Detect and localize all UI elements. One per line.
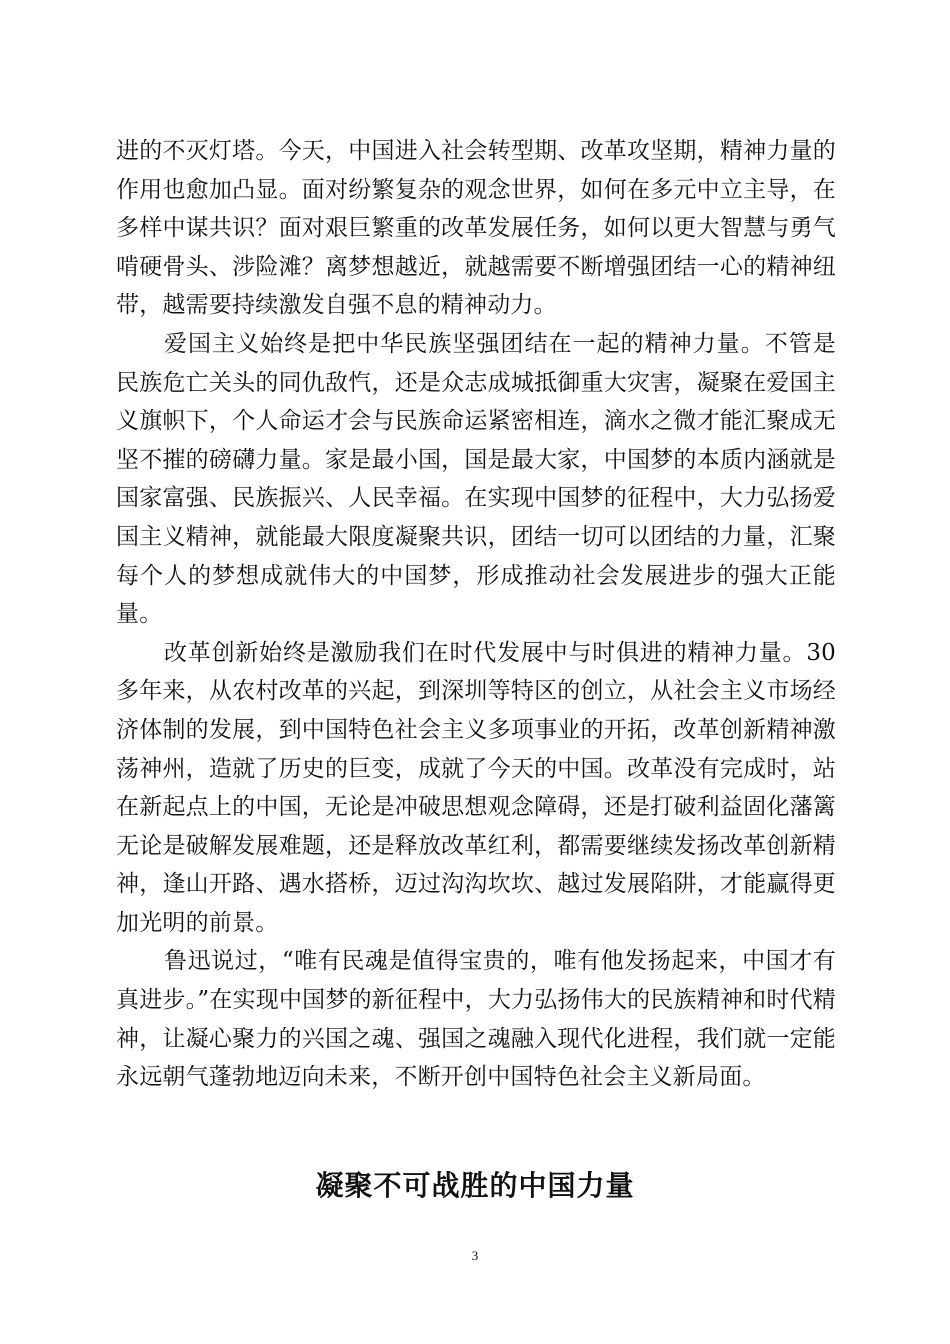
paragraph-lu-xun-quote: 鲁迅说过，“唯有民魂是值得宝贵的，唯有他发扬起来，中国才有真进步。”在实现中国梦的新征程中，大力弘扬伟大的民族精神和时代精神，让凝心聚力的兴国之魂、强国之魂融入现代化进程，我们就一定能永远朝气蓬勃地迈向未来，不断开创中国特色社会主义新局面。 [116,948,836,1091]
section-title: 凝聚不可战胜的中国力量 [315,1169,635,1202]
paragraph-reform-innovation: 改革创新始终是激励我们在时代发展中与时俱进的精神力量。30多年来，从农村改革的兴起，到深圳等特区的创立，从社会主义市场经济体制的发展，到中国特色社会主义多项事业的开拓，改革创新精神激荡神州，造就了历史的巨变，成就了今天的中国。改革没有完成时，站在新起点上的中国，无论是冲破思想观念障碍，还是打破利益固化藩篱无论是破解发展难题，还是释放改革红利，都需要继续发扬改革创新精神，逢山开路、遇水搭桥，迈过沟沟坎坎、越过发展陷阱，才能赢得更加光明的前景。 [116,639,836,936]
paragraph-continuation: 进的不灭灯塔。今天，中国进入社会转型期、改革攻坚期，精神力量的作用也愈加凸显。面对纷繁复杂的观念世界，如何在多元中立主导，在多样中谋共识？面对艰巨繁重的改革发展任务，如何以更大智慧与勇气啃硬骨头、涉险滩？离梦想越近，就越需要不断增强团结一心的精神纽带，越需要持续激发自强不息的精神动力。 [116,138,836,319]
page-number: 3 [471,1248,479,1263]
paragraph-patriotism: 爱国主义始终是把中华民族坚强团结在一起的精神力量。不管是民族危亡关头的同仇敌忾，还是众志成城抵御重大灾害，凝聚在爱国主义旗帜下，个人命运才会与民族命运紧密相连，滴水之微才能汇聚成无坚不摧的磅礴力量。家是最小国，国是最大家，中国梦的本质内涵就是国家富强、民族振兴、人民幸福。在实现中国梦的征程中，大力弘扬爱国主义精神，就能最大限度凝聚共识，团结一切可以团结的力量，汇聚每个人的梦想成就伟大的中国梦，形成推动社会发展进步的强大正能量。 [116,330,836,628]
article-body [116,132,836,1097]
